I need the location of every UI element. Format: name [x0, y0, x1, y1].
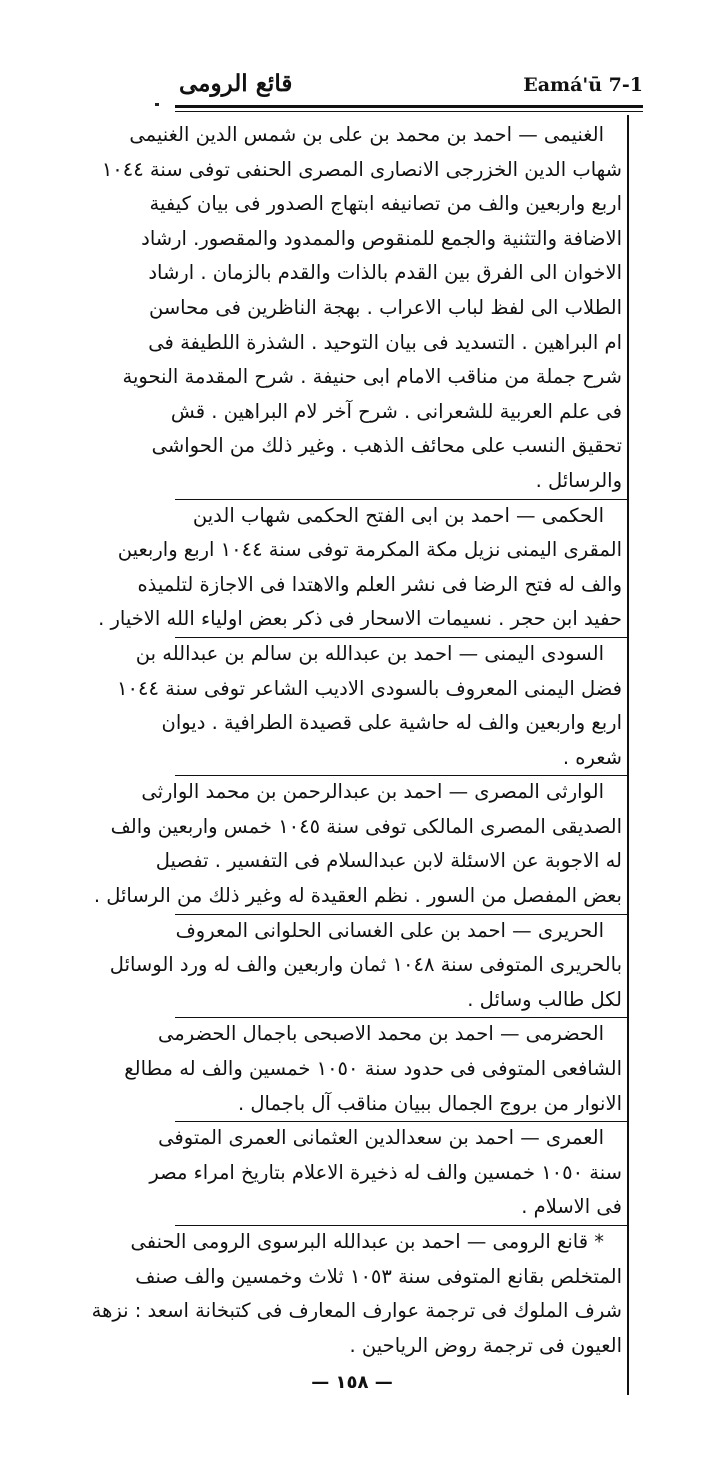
entry-separator [175, 637, 627, 638]
entry-text-line: الشافعى المتوفى فى حدود سنة ١٠٥٠ خمسين والف له مطالع [124, 1057, 622, 1081]
biography-entry [109, 914, 622, 1018]
entry-text-line: بالحريرى المتوفى سنة ١٠٤٨ ثمان واربعين والف له ورد الوسائل [109, 953, 622, 977]
entry-heading-line: السودى اليمنى — احمد بن عبدالله بن سالم بن عبدالله بن [135, 641, 604, 665]
biography-entry [101, 118, 622, 499]
page-header [175, 68, 643, 104]
entry-text-line: المقرى اليمنى نزيل مكة المكرمة توفى سنة ١٠٤٤ اربع واربعين [117, 538, 622, 562]
biography-entry [117, 637, 622, 775]
entry-text-line: اربع واربعين والف له حاشية على قصيدة الطرافية . ديوان [161, 711, 622, 735]
entry-separator [175, 914, 627, 915]
biography-entry [91, 1225, 622, 1363]
main-text-column [91, 118, 622, 1363]
running-title: قائع الرومى [179, 70, 293, 97]
entry-text-line: شعره . [562, 745, 622, 769]
entry-text-line: الصديقى المصرى المالكى توفى سنة ١٠٤٥ خمس واربعين والف [110, 814, 622, 838]
entry-text-line: فى علم العربية للشعرانى . شرح آخر لام البراهين . قش [170, 399, 622, 423]
biography-entry [124, 1017, 622, 1121]
entry-text-line: بعض المفصل من السور . نظم العقيدة له وغير ذلك من الرسائل . [93, 884, 622, 908]
entry-text-line: الاضافة والتثنية والجمع للمنقوص والممدود والمقصور. ارشاد [141, 226, 622, 250]
entry-text-line: ام البراهين . التسديد فى بيان التوحيد . الشذرة اللطيفة فى [148, 330, 622, 354]
entry-text-line: والف له فتح الرضا فى نشر العلم والاهتدا فى الاجازة لتلميذه [137, 572, 622, 596]
biography-entry [98, 499, 622, 637]
page-reference: Eamá'ū 7-1 [523, 74, 643, 96]
entry-text-line: العيون فى ترجمة روض الرياحين . [349, 1333, 622, 1357]
entry-text-line: فى الاسلام . [521, 1195, 622, 1219]
entry-text-line: له الاجوبة عن الاسئلة لابن عبدالسلام فى التفسير . تفصيل [155, 849, 622, 873]
entry-text-line: حفيد ابن حجر . نسيمات الاسحار فى ذكر بعض اولياء الله الاخيار . [98, 607, 622, 631]
entry-text-line: اربع واربعين والف من تصانيفه ابتهاج الصدور فى بيان كيفية [149, 192, 622, 216]
entry-text-line: والرسائل . [535, 468, 622, 492]
entry-text-line: سنة ١٠٥٠ خمسين والف له ذخيرة الاعلام بتاريخ امراء مصر [149, 1160, 622, 1184]
entry-text-line: شرح جملة من مناقب الامام ابى حنيفة . شرح المقدمة النحوية [122, 365, 622, 389]
entry-text-line: المتخلص بقانع المتوفى سنة ١٠٥٣ ثلاث وخمسين والف صنف [135, 1264, 622, 1288]
header-rule-thick [175, 105, 643, 108]
entry-heading-line: الحكمى — احمد بن ابى الفتح الحكمى شهاب الدين [192, 503, 604, 527]
entry-heading-line: العمرى — احمد بن سعدالدين العثمانى العمرى المتوفى [158, 1126, 604, 1150]
entry-heading-line: * قانع الرومى — احمد بن عبدالله البرسوى الرومى الحنفى [130, 1230, 604, 1253]
entry-separator [175, 1121, 627, 1122]
column-rule [627, 115, 629, 1395]
entry-separator [175, 775, 627, 776]
biography-entry [93, 775, 622, 913]
entry-text-line: الاخوان الى الفرق بين القدم بالذات والقدم بالزمان . ارشاد [148, 261, 622, 285]
entry-heading-line: الغنيمى — احمد بن محمد بن على بن شمس الدين الغنيمى [129, 123, 604, 146]
entry-heading-line: الوارثى المصرى — احمد بن عبدالرحمن بن محمد الوارثى [141, 780, 604, 804]
entry-heading-line: الحضرمى — احمد بن محمد الاصبحى باجمال الحضرمى [158, 1022, 604, 1046]
entry-text-line: الانوار من بروج الجمال ببيان مناقب آل باجمال . [237, 1091, 622, 1115]
entry-text-line: لكل طالب وسائل . [467, 987, 622, 1011]
page-number: — ١٥٨ — [311, 1372, 393, 1393]
entry-text-line: فضل اليمنى المعروف بالسودى الاديب الشاعر توفى سنة ١٠٤٤ [117, 676, 622, 700]
entry-text-line: شرف الملوك فى ترجمة عوارف المعارف فى كتبخانة اسعد : نزهة [91, 1299, 622, 1323]
entry-text-line: الطلاب الى لفظ لباب الاعراب . بهجة الناظرين فى محاسن [148, 295, 622, 319]
header-rule-thin [175, 111, 643, 112]
entry-separator [175, 1225, 627, 1226]
entry-text-line: شهاب الدين الخزرجى الانصارى المصرى الحنفى توفى سنة ١٠٤٤ [101, 157, 622, 181]
entry-text-line: تحقيق النسب على محائف الذهب . وغير ذلك من الحواشى [151, 434, 622, 458]
entry-separator [175, 499, 627, 500]
biography-entry [149, 1121, 622, 1225]
entry-separator [175, 1017, 627, 1018]
entry-heading-line: الحريرى — احمد بن على الغسانى الحلوانى المعروف [175, 918, 604, 942]
margin-mark [155, 103, 159, 106]
